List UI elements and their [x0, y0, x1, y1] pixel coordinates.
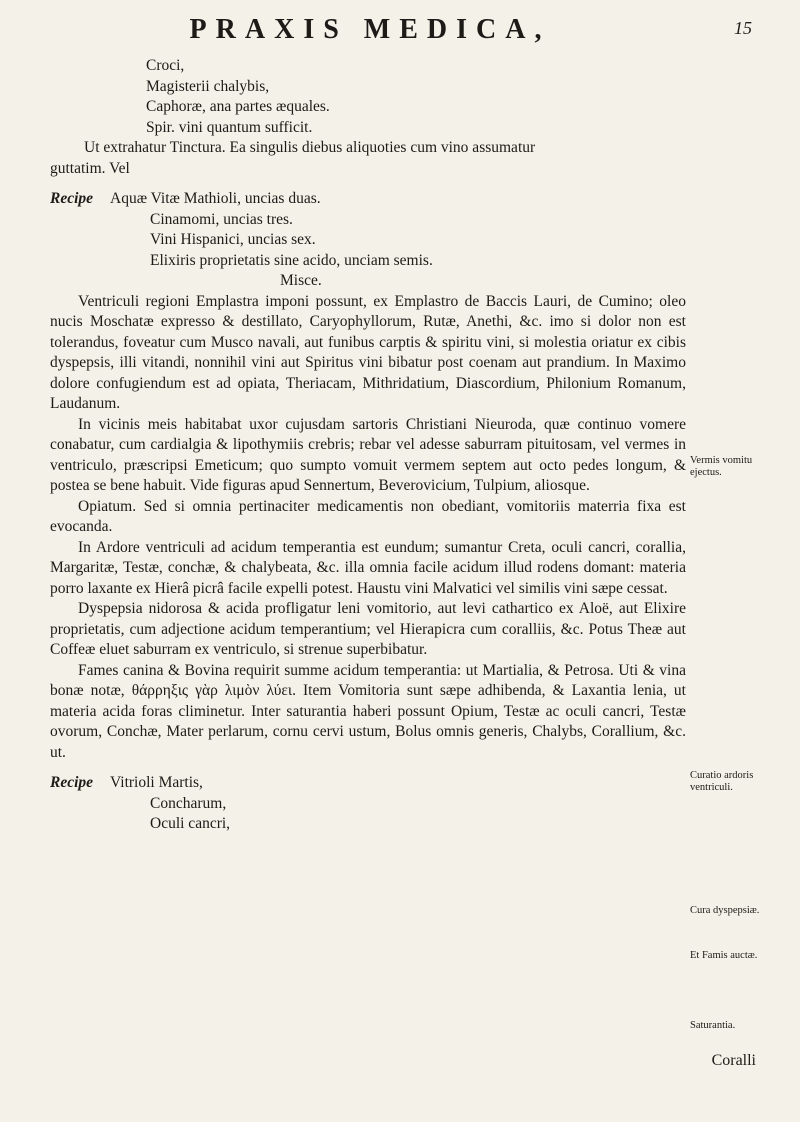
line-text: Croci, — [146, 57, 185, 74]
paragraph — [50, 497, 686, 538]
text-line — [50, 118, 686, 139]
line-text: Vitrioli Martis, — [110, 774, 203, 791]
line-text: Misce. — [280, 272, 322, 289]
line-text: Magisterii chalybis, — [146, 77, 270, 95]
line-text: Aquæ Vitæ Mathioli, uncias duas. — [110, 190, 321, 207]
text-line — [50, 251, 686, 272]
line-text: Vini Hispanici, uncias sex. — [150, 231, 316, 248]
paragraph — [50, 599, 686, 661]
text-line — [50, 794, 686, 815]
margin-note: Et Famis auctæ. — [690, 950, 758, 961]
margin-note: Cura dyspepsiæ. — [690, 905, 760, 916]
line-text: Fames canina & Bovina requirit summe acidum temperantia: ut Martialia, & Petrosa. Uti & vina bonæ notæ, θάρρηξις γὰρ λιμὸν λύει. Item Vomitoria sunt sæpe adhibenda, & Laxantia lenia, ut materia acida foras climinetur. Inter saturantia haberi possunt Opium, Testæ ac oculi cancri, Testæ ovorum, Conchæ, Mater perlarum, cornu cervi ustum, Bolus omnis generis, Chalybs, Corallium, &c. ut. — [50, 661, 686, 761]
text-line — [50, 814, 686, 835]
line-text: Elixiris proprietatis sine acido, unciam semis. — [150, 251, 433, 269]
recipe-label: Recipe — [50, 190, 94, 207]
text-line — [50, 773, 686, 794]
running-title: PRAXIS MEDICA, — [189, 14, 551, 45]
line-text: Oculi cancri, — [150, 815, 231, 832]
line-text: Ventriculi regioni Emplastra imponi possunt, ex Emplastro de Baccis Lauri, de Cumino; oleo nucis Moschatæ expresso & destillato, Caryophyllorum, Rutæ, Anethi, &c. imo si dolor non est tolerandus, foveatur cum Musco navali, aut funibus carptis & spiritu vini, si molestia oriatur ex cibis dyspepsis, illi vitandi, nonnihil vini aut Spiritus vini bibatur post coenam aut prandium. In Maximo dolore confugiendum est ad opiata, Theriacam, Mithridatium, Diascordium, Philonium Romanum, Laudanum. — [50, 292, 686, 412]
text-line — [50, 210, 686, 231]
paragraph — [50, 415, 686, 497]
margin-note: Saturantia. — [690, 1020, 736, 1031]
line-text: Caphoræ, ana partes æquales. — [146, 98, 330, 115]
text-line — [50, 56, 686, 77]
text-line — [50, 189, 686, 210]
text-line — [50, 138, 686, 159]
line-text: Concharum, — [150, 794, 227, 812]
line-text: In Ardore ventriculi ad acidum temperantia est eundum; sumantur Creta, oculi cancri, corallia, Margaritæ, Testæ, conchæ, & chalybeata, &c. illa omnia facile acidum illud rodens domant: materia porro laxante ex Hierâ picrâ facile expelli potest. Haustu vini Malvatici vel similis vini sæpe cessat. — [50, 538, 686, 597]
paragraph — [50, 292, 686, 415]
text-line — [50, 77, 686, 98]
line-text: Dyspepsia nidorosa & acida profligatur leni vomitorio, aut levi cathartico ex Aloë, aut Elixire proprietatis, cum adjectione acidum temperantium; vel Hierapicra cum coralliis, &c. Potus Theæ aut Coffeæ eluet saburram ex ventriculo, si strenue superbibatur. — [50, 600, 686, 658]
line-text: guttatim. Vel — [50, 159, 130, 177]
text-line — [50, 271, 686, 292]
paragraph — [50, 661, 686, 764]
text-line — [50, 159, 686, 180]
line-text: Spir. vini quantum sufficit. — [146, 118, 313, 136]
recipe-label: Recipe — [50, 774, 94, 791]
spacer — [50, 763, 686, 773]
margin-note: Curatio ardoris ventriculi. — [690, 770, 754, 793]
page-number: 15 — [734, 18, 752, 38]
line-text: Ut extrahatur Tinctura. Ea singulis diebus aliquoties cum vino assumatur — [84, 139, 536, 156]
text-line — [50, 230, 686, 251]
line-text: Opiatum. Sed si omnia pertinaciter medicamentis non obediant, vomitoriis materria fixa est evocanda. — [50, 497, 686, 535]
margin-note: Vermis vomitu ejectus. — [690, 455, 753, 478]
catchword: Coralli — [711, 1052, 756, 1069]
paragraph — [50, 538, 686, 600]
text-line — [50, 97, 686, 118]
spacer — [50, 179, 686, 189]
body-text — [50, 56, 686, 835]
line-text: In vicinis meis habitabat uxor cujusdam sartoris Christiani Nieuroda, quæ continuo vomere conabatur, cum cardialgia & lipothymiis crebris; rebar vel adesse saburram pituitosam, vel vermes in ventriculo, præscripsi Emeticum; quo sumpto vomuit vermem septem aut octo pedes longum, & postea se bene habuit. Vide figuras apud Sennertum, Beverovicium, Tulpium, aliosque. — [50, 415, 686, 494]
line-text: Cinamomi, uncias tres. — [150, 210, 293, 228]
